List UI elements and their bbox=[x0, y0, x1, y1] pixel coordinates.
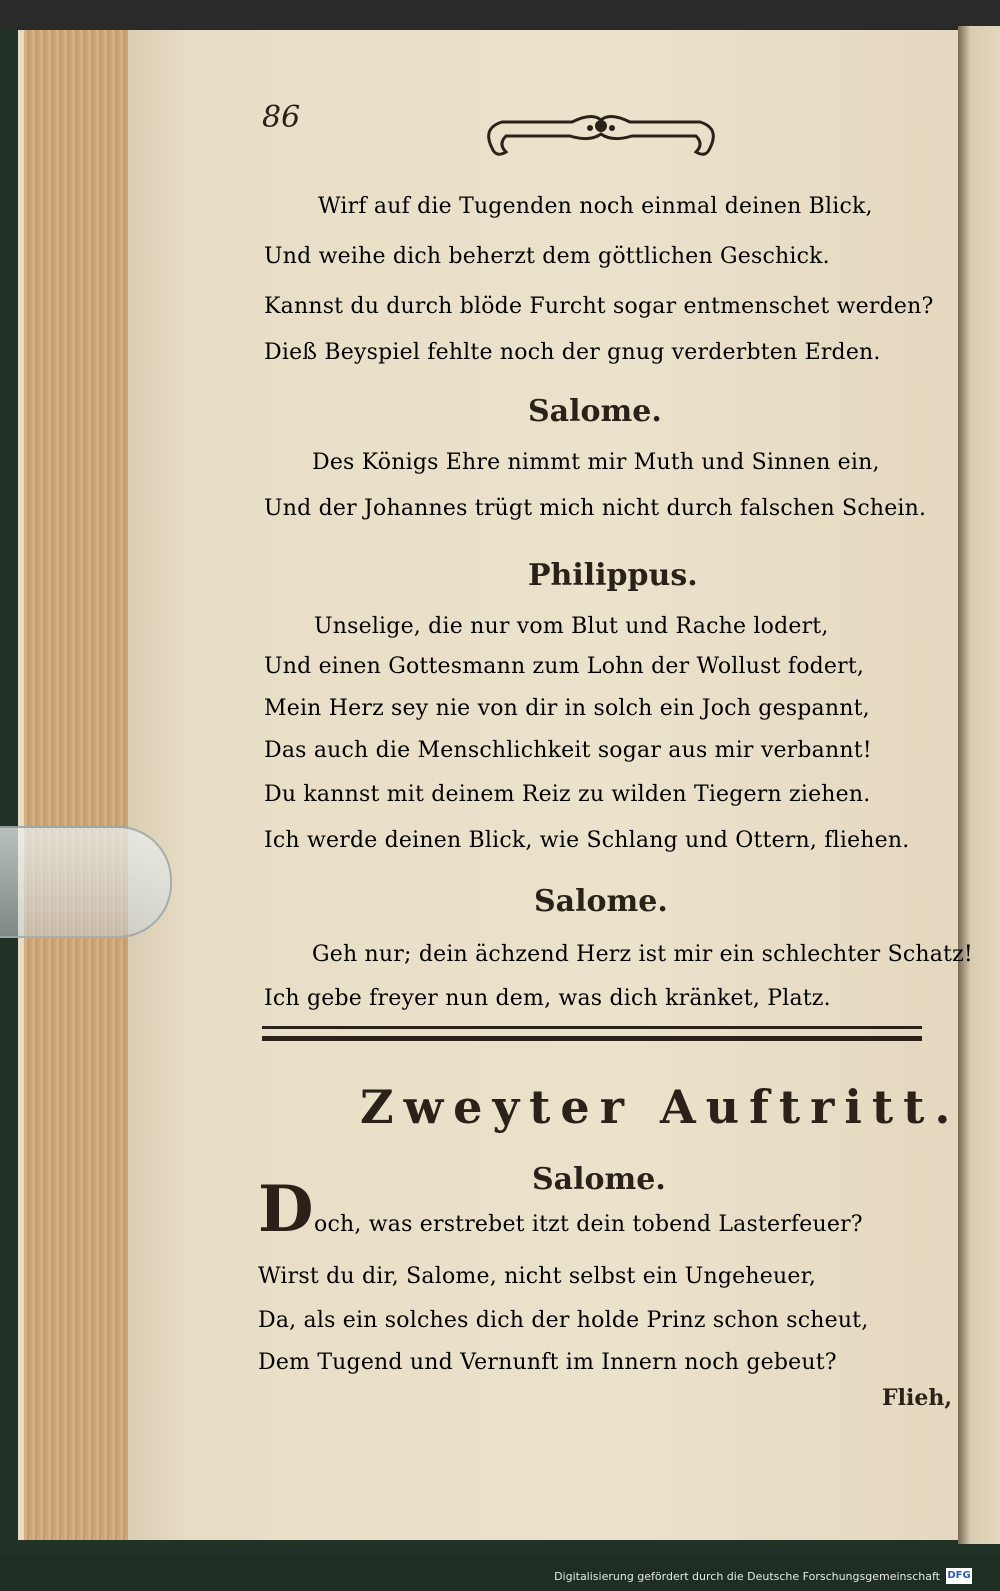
ornament-icon bbox=[482, 108, 720, 164]
drop-cap: D bbox=[258, 1172, 314, 1247]
verse-line: Dieß Beyspiel fehlte noch der gnug verderbten Erden. bbox=[264, 340, 881, 365]
divider-rule bbox=[262, 1026, 922, 1029]
verse-line: Ich werde deinen Blick, wie Schlang und Ottern, fliehen. bbox=[264, 828, 910, 853]
dfg-logo-icon: DFG bbox=[946, 1568, 972, 1584]
top-background bbox=[0, 0, 1000, 30]
verse-line: Kannst du durch blöde Furcht sogar entmenschet werden? bbox=[264, 294, 934, 319]
verse-line: Da, als ein solches dich der holde Prinz schon scheut, bbox=[258, 1308, 869, 1333]
verse-line: Und weihe dich beherzt dem göttlichen Geschick. bbox=[264, 244, 830, 269]
verse-line: Des Königs Ehre nimmt mir Muth und Sinnen ein, bbox=[312, 450, 880, 475]
speaker-name: Salome. bbox=[532, 1162, 666, 1197]
verse-line: Das auch die Menschlichkeit sogar aus mir verbannt! bbox=[264, 738, 872, 763]
verse-line: Geh nur; dein ächzend Herz ist mir ein schlechter Schatz! bbox=[312, 942, 973, 967]
divider-rule bbox=[262, 1036, 922, 1041]
catchword: Flieh, bbox=[882, 1385, 952, 1411]
verse-line: Dem Tugend und Vernunft im Innern noch gebeut? bbox=[258, 1350, 837, 1375]
verse-line: Und der Johannes trügt mich nicht durch falschen Schein. bbox=[264, 496, 927, 521]
page-edges bbox=[20, 30, 135, 1540]
bookmark-clip bbox=[0, 826, 172, 938]
page-number: 86 bbox=[262, 100, 301, 135]
verse-line: och, was erstrebet itzt dein tobend Lasterfeuer? bbox=[314, 1212, 863, 1237]
speaker-name: Salome. bbox=[528, 394, 662, 429]
speaker-name: Philippus. bbox=[528, 558, 698, 593]
speaker-name: Salome. bbox=[534, 884, 668, 919]
verse-line: Wirst du dir, Salome, nicht selbst ein Ungeheuer, bbox=[258, 1264, 817, 1289]
verse-line: Mein Herz sey nie von dir in solch ein Joch gespannt, bbox=[264, 696, 870, 721]
verse-line: Wirf auf die Tugenden noch einmal deinen Blick, bbox=[318, 194, 873, 219]
cover-edge bbox=[18, 30, 24, 1540]
verse-line: Ich gebe freyer nun dem, was dich kränket, Platz. bbox=[264, 986, 831, 1011]
next-page-edge bbox=[958, 26, 1000, 1544]
verse-line: Und einen Gottesmann zum Lohn der Wollust fodert, bbox=[264, 654, 865, 679]
verse-line: Unselige, die nur vom Blut und Rache lodert, bbox=[314, 614, 829, 639]
footer-credit: Digitalisierung gefördert durch die Deutsche Forschungsgemeinschaft bbox=[554, 1570, 940, 1583]
verse-line: Du kannst mit deinem Reiz zu wilden Tiegern ziehen. bbox=[264, 782, 871, 807]
scene-title: Zweyter Auftritt. bbox=[360, 1080, 961, 1134]
